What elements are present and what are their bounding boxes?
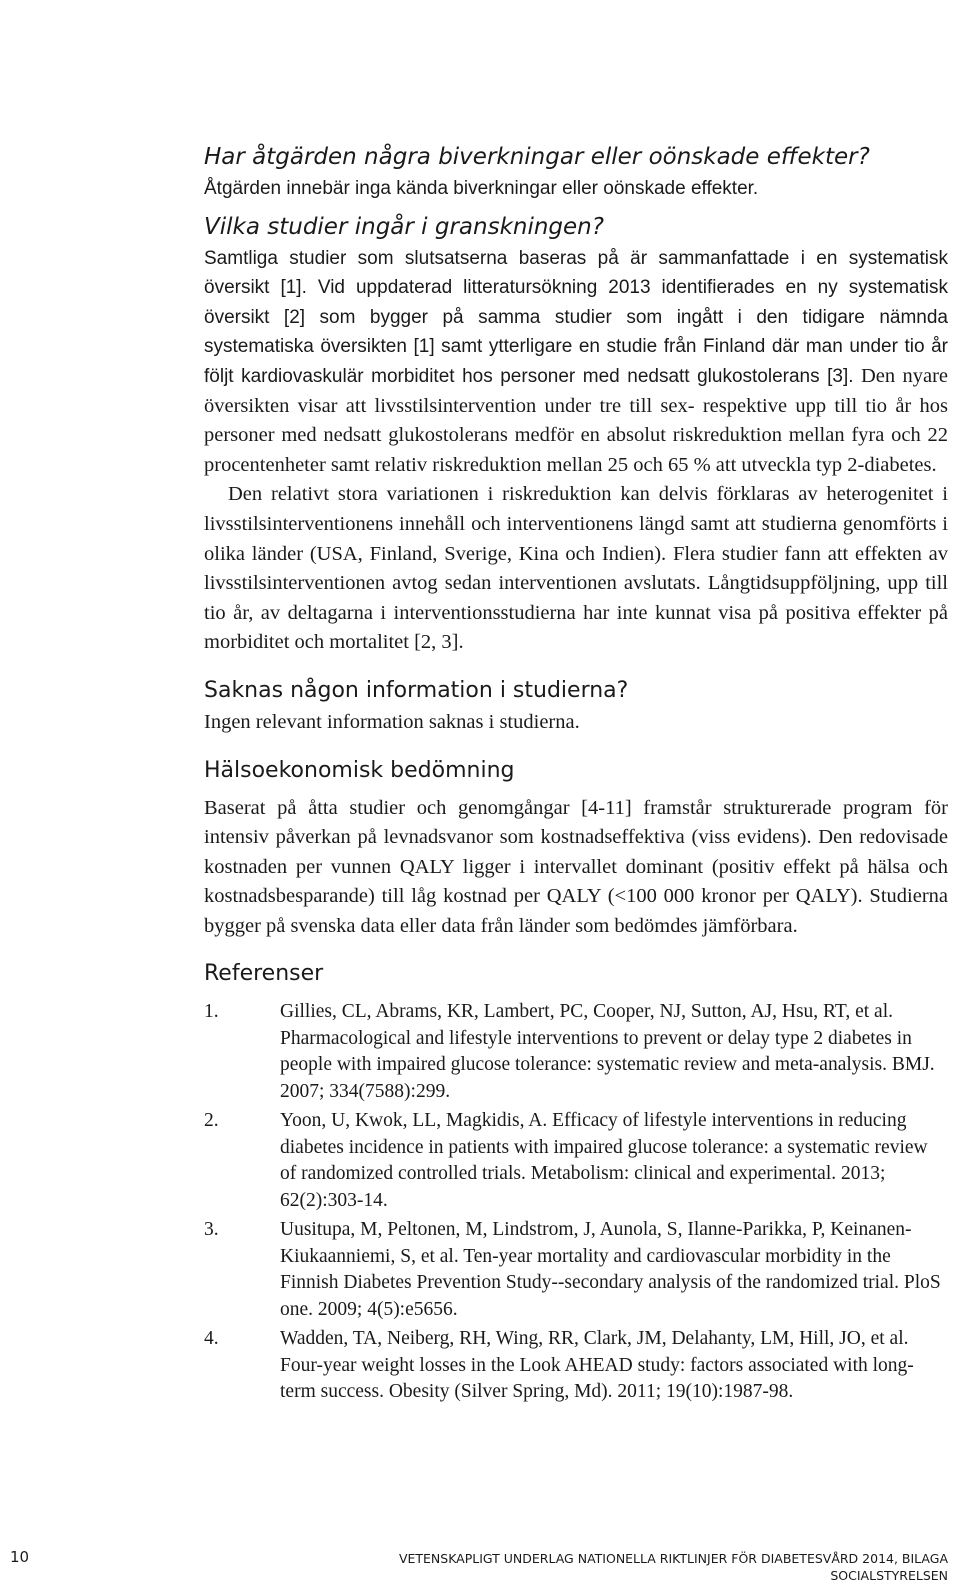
studies-paragraph-1-sans: Samtliga studier som slutsatserna baseras på är sammanfattade i en systematisk översikt [1]. Vid uppdaterad litteratursökning 2013 identifierades en ny systematisk översikt [2] som bygger på samma studier som ingått i den tidigare nämnda systematiska översikten [1] samt ytterligare en studie från Finland där man under tio år följt kardiovaskulär morbiditet hos personer med nedsatt glukostolerans [3].	[204, 247, 948, 387]
missing-info-text: Ingen relevant information saknas i studierna.	[204, 710, 580, 733]
page-content	[204, 140, 948, 1409]
section-heading-missing-info: Saknas någon information i studierna?	[204, 677, 629, 703]
section-heading-health-economics: Hälsoekonomisk bedömning	[204, 757, 515, 783]
studies-paragraph-2: Den relativt stora variationen i riskreduktion kan delvis förklaras av heterogenitet i livsstilsinterventionens innehåll och interventionens längd samt att studierna genomförts i olika länder (USA, Finland, Sverige, Kina och Indien). Flera studier fann att effekten av livsstilsinterventionen avtog sedan interventionen avslutats. Långtidsuppföljning, upp till tio år, av deltagarna i interventionsstudierna har inte kunnat visa på positiva effekter på morbiditet och mortalitet [2, 3].	[204, 483, 948, 654]
reference-item: 4. Wadden, TA, Neiberg, RH, Wing, RR, Clark, JM, Delahanty, LM, Hill, JO, et al. Four-year weight losses in the Look AHEAD study: factors associated with long-term success. Obesity (Silver Spring, Md). 2011; 19(10):1987-98.	[204, 1328, 914, 1403]
page-footer	[0, 1548, 960, 1581]
studies-paragraph-1	[204, 244, 948, 481]
section-heading-studies: Vilka studier ingår i granskningen?	[204, 213, 604, 240]
side-effects-text: Åtgärden innebär inga kända biverkningar eller oönskade effekter.	[204, 178, 759, 199]
section-heading-side-effects: Har åtgärden några biverkningar eller oönskade effekter?	[204, 144, 870, 170]
reference-item: 3. Uusitupa, M, Peltonen, M, Lindstrom, J, Aunola, S, Ilanne-Parikka, P, Keinanen-Kiukaanniemi, S, et al. Ten-year mortality and cardiovascular morbidity in the Finnish Diabetes Prevention Study--secondary analysis of the randomized trial. PloS one. 2009; 4(5):e5656.	[204, 1219, 941, 1320]
footer-text: VETENSKAPLIGT UNDERLAG NATIONELLA RIKTLINJER FÖR DIABETESVÅRD 2014, BILAGA SOCIALSTYRELSEN	[398, 1551, 948, 1583]
page-number: 10	[10, 1548, 30, 1566]
health-economics-text: Baserat på åtta studier och genomgångar [4-11] framstår strukturerade program för intensiv påverkan på levnadsvanor som kostnadseffektiva (viss evidens). Den redovisade kostnaden per vunnen QALY ligger i intervallet dominant (positiv effekt på hälsa och kostnadsbesparande) till låg kostnad per QALY (<100 000 kronor per QALY). Studierna bygger på svenska data eller data från länder som bedömdes jämförbara.	[204, 796, 948, 937]
studies-paragraph-1-serif: Den nyare översikten visar att livsstilsintervention under tre till sex- respektive upp till tio år hos personer med nedsatt glukostolerans medför en absolut riskreduktion mellan fyra och 22 procentenheter samt relativ riskreduktion mellan 25 och 65 % att utveckla typ 2-diabetes.	[204, 364, 949, 476]
reference-item: 1. Gillies, CL, Abrams, KR, Lambert, PC, Cooper, NJ, Sutton, AJ, Hsu, RT, et al. Pharmacological and lifestyle interventions to prevent or delay type 2 diabetes in people with impaired glucose tolerance: systematic review and meta-analysis. BMJ. 2007; 334(7588):299.	[204, 1001, 935, 1102]
reference-item: 2. Yoon, U, Kwok, LL, Magkidis, A. Efficacy of lifestyle interventions in reducing diabetes incidence in patients with impaired glucose tolerance: a systematic review of randomized controlled trials. Metabolism: clinical and experimental. 2013; 62(2):303-14.	[204, 1110, 928, 1211]
reference-list	[204, 999, 948, 1406]
references-heading: Referenser	[204, 961, 324, 987]
